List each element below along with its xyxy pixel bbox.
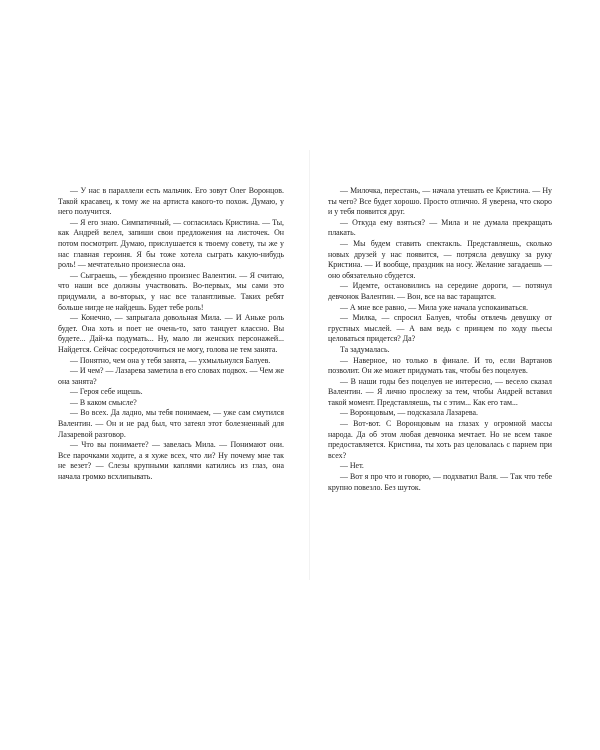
paragraph: — Идемте, остановились на середине дороги, — потянул девчонок Валентин. — Вон, все на вас таращатся.	[328, 281, 552, 301]
paragraph: — Вот я про что и говорю, — подхватил Валя. — Так что тебе крупно повезло. Без шуток.	[328, 472, 552, 492]
right-page	[310, 150, 570, 580]
paragraph: — Воронцовым, — подсказала Лазарева.	[340, 408, 478, 418]
paragraph: — У нас в параллели есть мальчик. Его зовут Олег Воронцов. Такой красавец, к тому же на артиста какого-то похож. Думаю, у него получится.	[58, 186, 284, 217]
paragraph: — В каком смысле?	[70, 397, 137, 407]
paragraph: — А мне все равно, — Мила уже начала успокаиваться.	[340, 302, 528, 312]
left-page-text	[58, 186, 284, 483]
right-page-text	[328, 186, 552, 493]
paragraph: — Конечно, — запрыгала довольная Мила. — И Аньке роль будет. Она хоть и поет не очень-то, зато танцует классно. Вы будете... Дай-ка подумать... Ну, мало ли женских персонажей... Найдется. Сейчас сосредоточиться не могу, голова не тем занята.	[58, 313, 284, 354]
paragraph: — Что вы понимаете? — завелась Мила. — Понимают они. Все парочками ходите, а я хуже всех, что ли? Ну почему мне так не везет? — Слезы крупными каплями катились из глаз, она начала громко всхлипывать.	[58, 440, 284, 482]
paragraph: — Я его знаю. Симпатичный, — согласилась Кристина. — Ты, как Андрей велел, запиши свои предложения на листочек. Он потом посмотрит. Думаю, прислушается к твоему совету, ты же у нас главная героиня. Я бы тоже хотела сыграть какую-нибудь роль! — мечтательно произнесла она.	[58, 217, 284, 270]
paragraph: — Вот-вот. С Воронцовым на глазах у огромной массы народа. Да об этом любая девчонка мечтает. Но не всем такое предоставляется. Кристина, ты хоть раз целовалась с парнем при всех?	[328, 419, 552, 460]
paragraph: — Милка, — спросил Балуев, чтобы отвлечь девушку от грустных мыслей. — А вам ведь с принцем по ходу пьесы целоваться придется? Да?	[328, 313, 552, 344]
paragraph: — Мы будем ставить спектакль. Представляешь, сколько новых друзей у нас появится, — потрясла девушку за руку Кристина. — И вообще, праздник на носу. Желание загадаешь — оно обязательно сбудется.	[328, 238, 552, 280]
left-page	[30, 150, 300, 580]
paragraph: — В наши годы без поцелуев не интересно, — весело сказал Валентин. — Я лично прослежу за тем, чтобы Андрей вставил такой момент. Представляешь, ты с этим... Как его там...	[328, 376, 552, 407]
paragraph: Та задумалась.	[340, 344, 390, 354]
paragraph: — Во всех. Да ладно, мы тебя понимаем, — уже сам смутился Валентин. — Он и не рад был, что затеял этот болезненный для Лазаревой разговор.	[58, 408, 284, 439]
paragraph: — Наверное, но только в финале. И то, если Вартанов позволит. Он же может придумать так, чтобы без поцелуев.	[328, 355, 552, 376]
paragraph: — И чем? — Лазарева заметила в его словах подвох. — Чем же она занята?	[58, 366, 284, 386]
paragraph: — Милочка, перестань, — начала утешать ее Кристина. — Ну ты чего? Все будет хорошо. Просто отлично. Я уверена, что скоро и у тебя появится друг.	[328, 186, 552, 217]
paragraph: — Сыграешь, — убежденно произнес Валентин. — Я считаю, что наши все должны участвовать. Во-первых, мы сами это придумали, а во-вторых, у нас все талантливые. Таких ребят больше нигде не найдешь. Будет тебе роль!	[58, 270, 284, 312]
paragraph: — Героя себе ищешь.	[70, 387, 143, 397]
paragraph: — Откуда ему взяться? — Мила и не думала прекращать плакать.	[328, 217, 552, 238]
paragraph: — Понятно, чем она у тебя занята, — ухмыльнулся Балуев.	[70, 355, 271, 365]
paragraph: — Нет.	[340, 461, 364, 471]
